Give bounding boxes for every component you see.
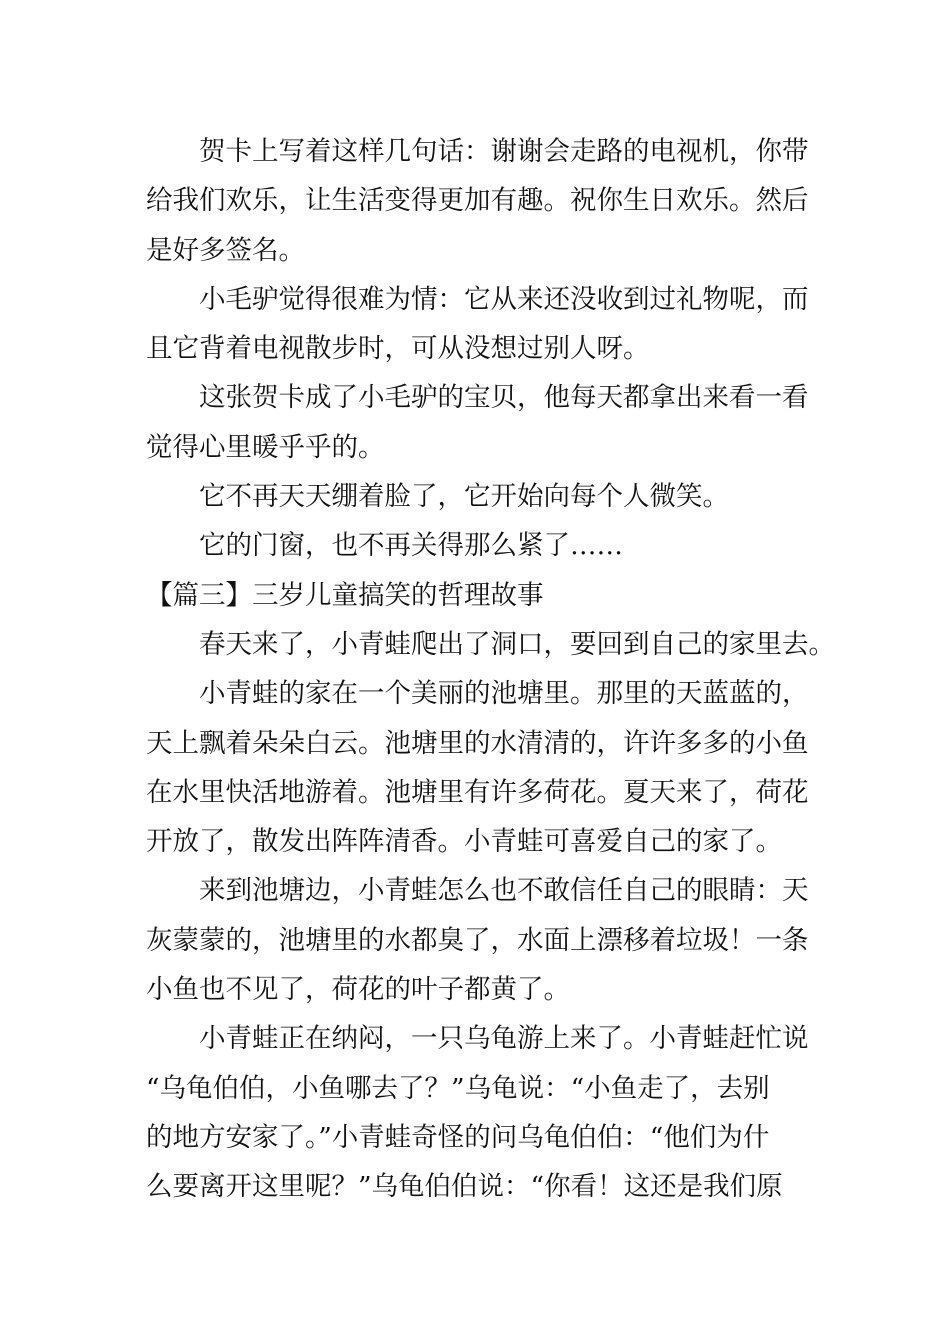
- text-line: “乌龟伯伯，小鱼哪去了？”乌龟说：“小鱼走了，去别: [146, 1072, 770, 1104]
- text-line: 小青蛙的家在一个美丽的池塘里。那里的天蓝蓝的，: [199, 678, 809, 710]
- text-line: 且它背着电视散步时，可从没想过别人呀。: [146, 333, 650, 365]
- text-line: 天上飘着朵朵白云。池塘里的水清清的，许许多多的小鱼: [146, 727, 809, 759]
- text-line: 在水里快活地游着。池塘里有许多荷花。夏天来了，荷花: [146, 776, 809, 808]
- section-heading: 【篇三】三岁儿童搞笑的哲理故事: [146, 579, 544, 611]
- text-line: 给我们欢乐，让生活变得更加有趣。祝你生日欢乐。然后: [146, 185, 809, 217]
- text-line: 觉得心里暖乎乎的。: [146, 431, 385, 463]
- text-line: 它的门窗，也不再关得那么紧了……: [199, 530, 623, 562]
- text-line: 小鱼也不见了，荷花的叶子都黄了。: [146, 974, 570, 1006]
- text-line: 的地方安家了。”小青蛙奇怪的问乌龟伯伯：“他们为什: [146, 1121, 770, 1153]
- text-line: 这张贺卡成了小毛驴的宝贝，他每天都拿出来看一看: [199, 382, 809, 414]
- text-line: 么要离开这里呢？”乌龟伯伯说：“你看！这还是我们原: [146, 1171, 783, 1203]
- text-line: 小毛驴觉得很难为情：它从来还没收到过礼物呢，而: [199, 283, 809, 315]
- text-line: 灰蒙蒙的，池塘里的水都臭了，水面上漂移着垃圾！一条: [146, 924, 809, 956]
- text-line: 贺卡上写着这样几句话：谢谢会走路的电视机，你带: [199, 136, 809, 167]
- text-line: 春天来了，小青蛙爬出了洞口，要回到自己的家里去。: [199, 628, 835, 660]
- text-line: 来到池塘边，小青蛙怎么也不敢信任自己的眼睛：天: [199, 875, 809, 907]
- text-line: 小青蛙正在纳闷，一只乌龟游上来了。小青蛙赶忙说: [199, 1023, 809, 1055]
- document-page: [146, 127, 835, 1212]
- text-line: 它不再天天绷着脸了，它开始向每个人微笑。: [199, 481, 729, 513]
- text-line: 开放了，散发出阵阵清香。小青蛙可喜爱自己的家了。: [146, 826, 782, 858]
- text-line: 是好多签名。: [146, 234, 305, 266]
